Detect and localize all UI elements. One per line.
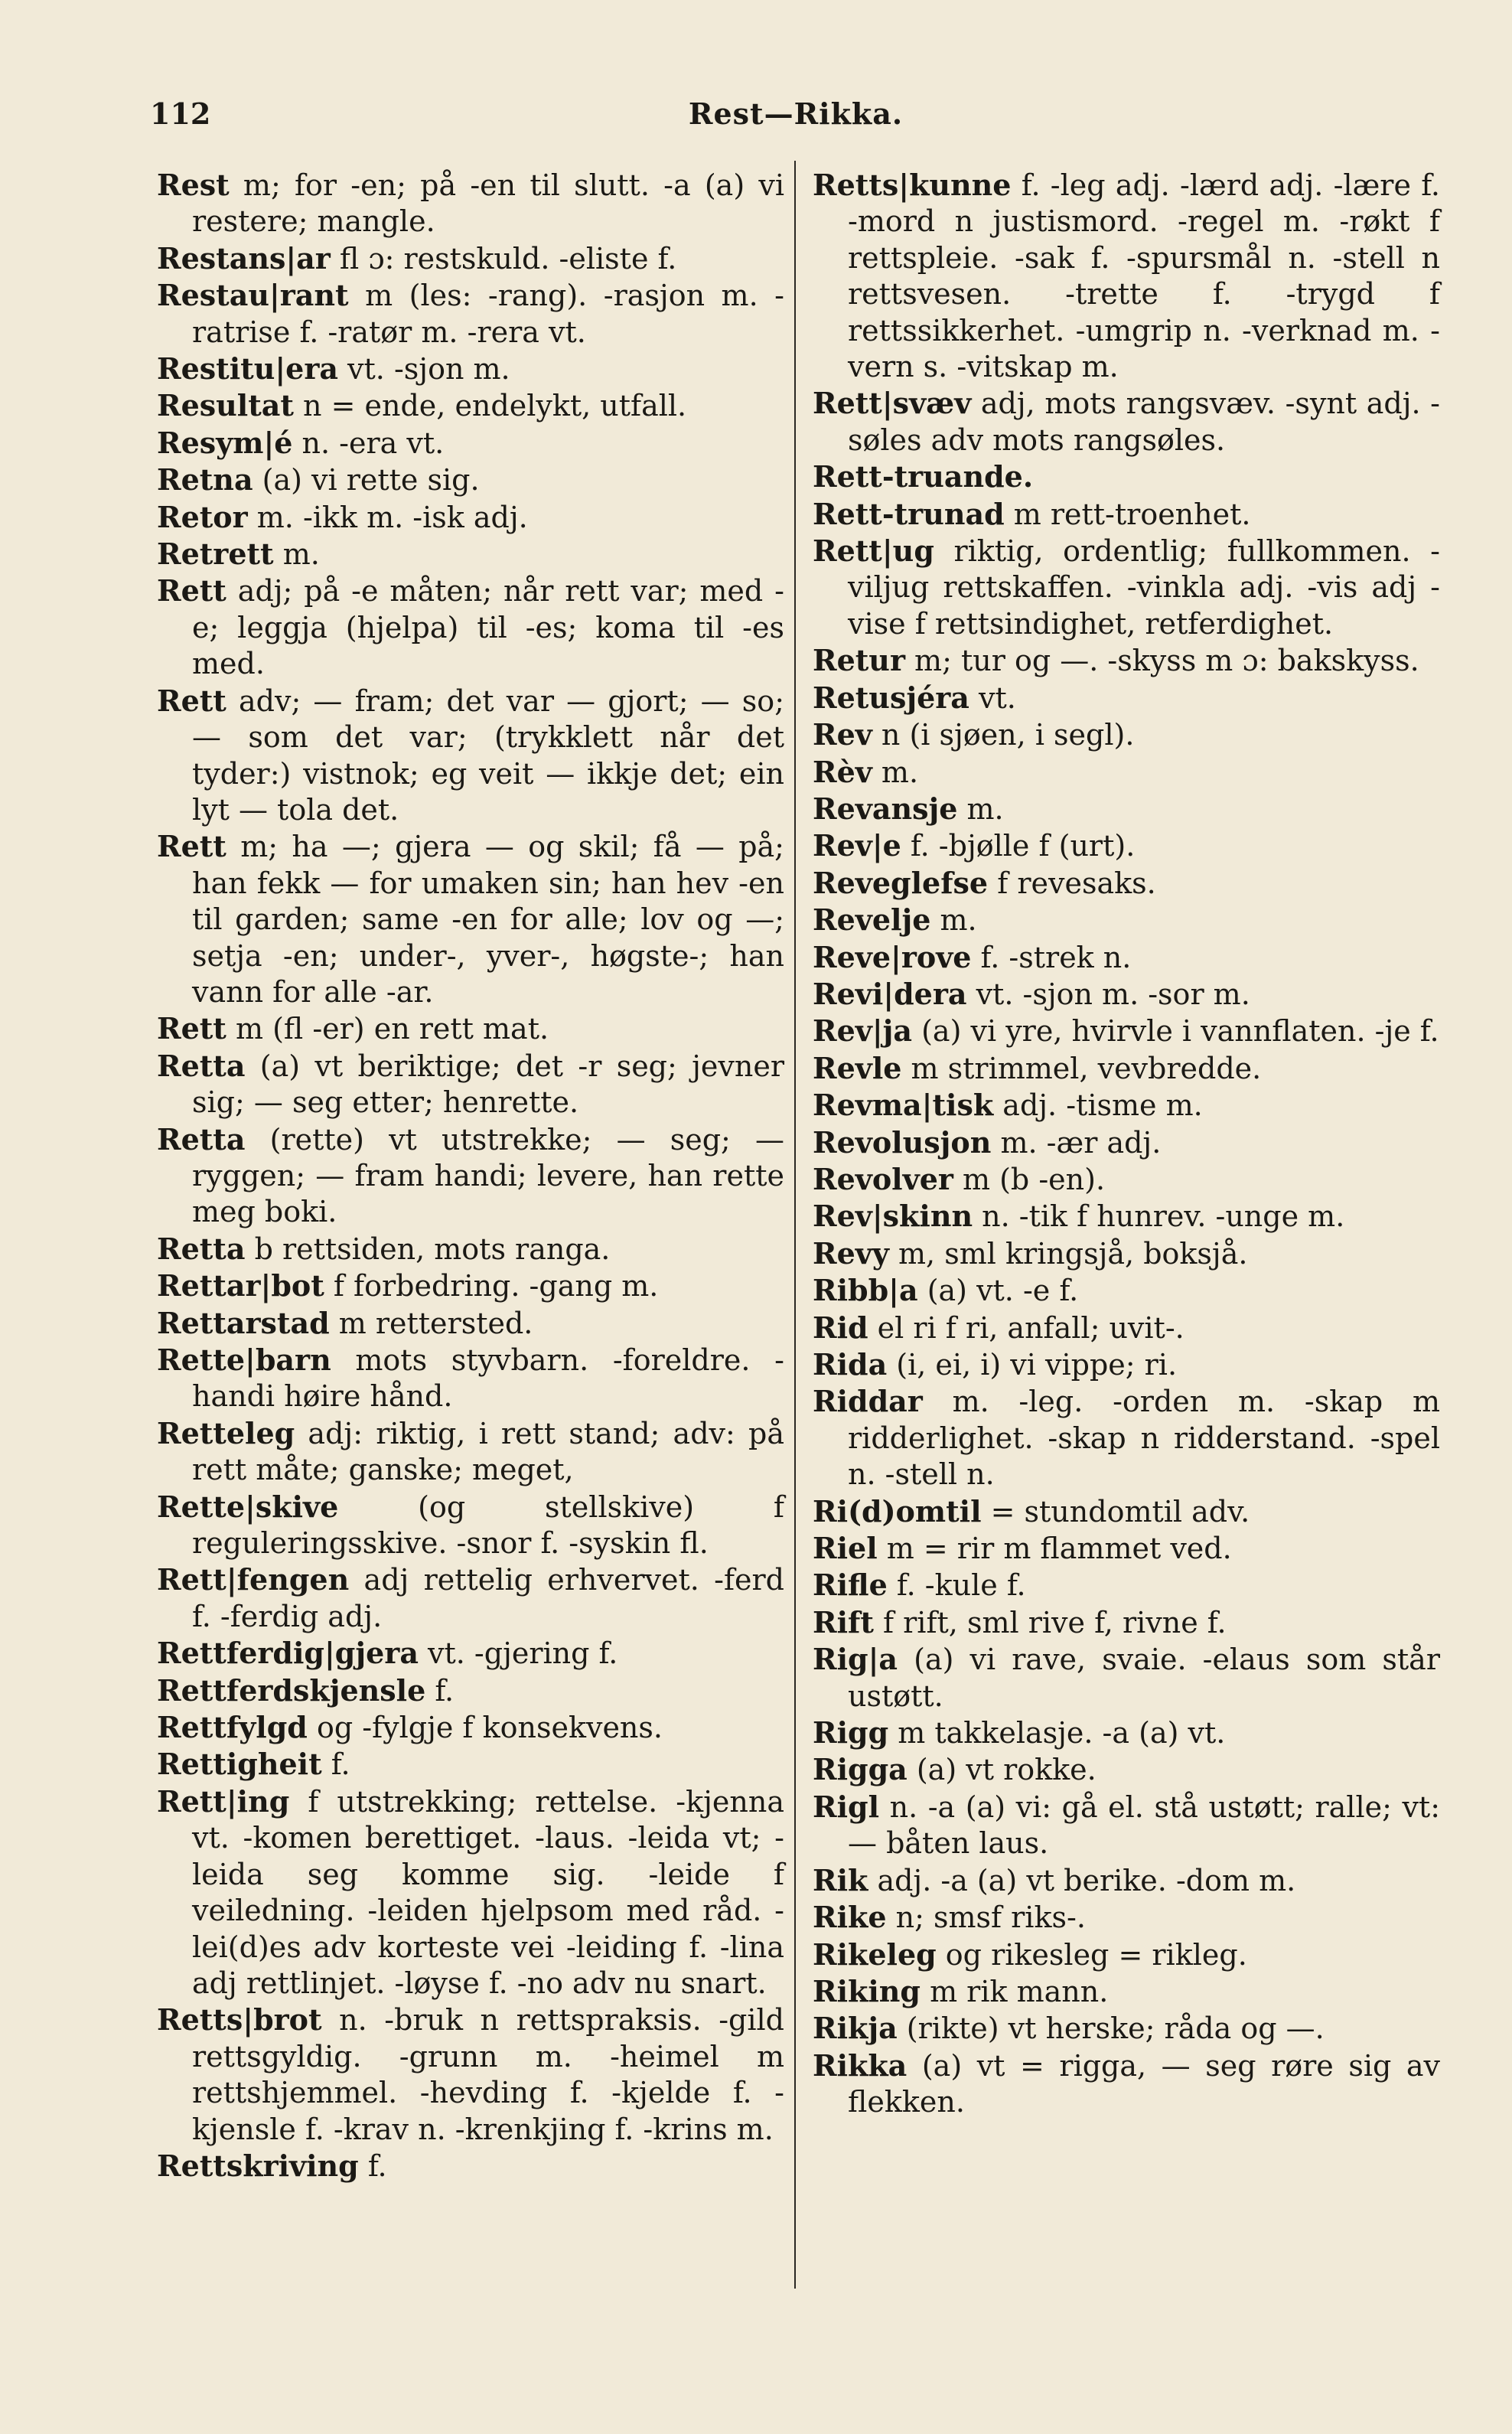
entry-definition: adj: riktig, i rett stand; adv: på rett måte; ganske; meget, [192, 1416, 784, 1487]
entry-definition: adj, mots rangsvæv. -synt adj. -søles adv mots rangsøles. [848, 387, 1440, 457]
entry-definition: m. [872, 755, 919, 789]
entry-headword: Revansje [813, 791, 958, 826]
dictionary-entry [157, 351, 784, 387]
dictionary-entry [813, 754, 1440, 791]
dictionary-entry [157, 1231, 784, 1268]
entry-definition: = stundomtil adv. [981, 1494, 1250, 1529]
entry-definition: b rettsiden, mots ranga. [245, 1232, 611, 1266]
dictionary-entry [157, 1489, 784, 1562]
entry-headword: Rid [813, 1310, 868, 1345]
entry-headword: Rettar|bot [157, 1268, 324, 1303]
entry-headword: Rev|ja [813, 1013, 913, 1049]
entry-headword: Rèv [813, 754, 872, 789]
entry-definition: (a) vt = rigga, — seg røre sig av flekken. [848, 2048, 1440, 2119]
entry-definition: f. [425, 1673, 455, 1708]
entry-definition: adj rettelig erhvervet. -ferd f. -ferdig adj. [192, 1563, 784, 1633]
dictionary-entry [157, 1268, 784, 1304]
dictionary-entry [813, 1087, 1440, 1124]
entry-headword: Retor [157, 499, 248, 534]
dictionary-entry [813, 865, 1440, 902]
entry-headword: Revolusjon [813, 1124, 992, 1160]
dictionary-entry [813, 1751, 1440, 1788]
page-header [145, 90, 1446, 136]
entry-headword: Revolver [813, 1161, 953, 1196]
entry-definition: mots styvbarn. -foreldre. -handi høire hånd. [192, 1343, 784, 1414]
dictionary-entry [813, 1936, 1440, 1973]
entry-headword: Resultat [157, 388, 294, 423]
dictionary-entry [157, 683, 784, 829]
entry-definition: m. -leg. -orden m. -skap m ridderlighet. -skap n ridderstand. -spel n. -stell n. [848, 1385, 1440, 1492]
entry-definition: f. -leg adj. -lærd adj. -lære f. -mord n justismord. -regel m. -røkt f rettspleie. -sak f. -spursmål n. -stell n rettsvesen. -trette f. -trygd f rettssikkerhet. -umgrip n. -verknad m. -vern s. -vitskap m. [848, 168, 1440, 384]
entry-headword: Retusjéra [813, 680, 969, 715]
entry-headword: Retta [157, 1121, 246, 1157]
entry-headword: Rikka [813, 2047, 908, 2083]
entry-headword: Rev [813, 717, 872, 752]
entry-headword: Rett-trunad [813, 496, 1005, 531]
dictionary-entry [157, 1561, 784, 1635]
dictionary-entry [813, 976, 1440, 1013]
entry-definition: (a) vt. -e f. [917, 1274, 1079, 1308]
entry-definition: m takkelasje. -a (a) vt. [888, 1716, 1226, 1750]
page-number: 112 [150, 96, 211, 131]
entry-headword: Riddar [813, 1384, 923, 1419]
entry-definition: m. -ær adj. [991, 1125, 1162, 1160]
dictionary-entry [813, 939, 1440, 976]
entry-definition: adv; — fram; det var — gjort; — so; — som det var; (trykklett når det tyder:) vistnok; eg veit — ikkje det; ein lyt — tola det. [192, 684, 784, 827]
entry-definition: m; for -en; på -en til slutt. -a (a) vi restere; mangle. [192, 168, 784, 239]
entry-definition: n (i sjøen, i segl). [872, 718, 1135, 752]
dictionary-entry [813, 385, 1440, 458]
entry-definition: f revesaks. [988, 866, 1156, 900]
dictionary-entry [157, 425, 784, 462]
entry-definition: m; tur og —. -skyss m ɔ: bakskyss. [904, 644, 1419, 678]
dictionary-entry [813, 533, 1440, 642]
entry-headword: Rettigheit [157, 1747, 322, 1782]
dictionary-entry [813, 791, 1440, 827]
entry-definition: n. -a (a) vi: gå el. stå ustøtt; ralle; vt: — båten laus. [848, 1790, 1440, 1861]
entry-headword: Rest [157, 168, 230, 202]
entry-headword: Rettferdskjensle [157, 1672, 426, 1708]
entry-headword: Retts|brot [157, 2002, 322, 2038]
entry-definition: m. [930, 903, 977, 938]
entry-headword: Rette|barn [157, 1343, 331, 1377]
dictionary-entry [157, 1121, 784, 1231]
entry-headword: Rett [157, 1011, 226, 1046]
dictionary-entry [157, 1305, 784, 1342]
dictionary-entry [813, 496, 1440, 533]
entry-definition: adj. -tisme m. [993, 1088, 1203, 1123]
entry-definition: f. -strek n. [971, 940, 1132, 974]
entry-definition: m strimmel, vevbredde. [901, 1051, 1262, 1085]
entry-headword: Rett|fengen [157, 1562, 350, 1597]
entry-definition: n; smsf riks-. [886, 1901, 1086, 1935]
entry-headword: Rette|skive [157, 1489, 339, 1524]
entry-headword: Rett [157, 683, 226, 718]
entry-headword: Rigga [813, 1752, 908, 1787]
entry-headword: Retteleg [157, 1415, 295, 1450]
entry-definition: n. -era vt. [292, 426, 445, 460]
entry-definition: m (fl -er) en rett mat. [226, 1012, 549, 1046]
entry-headword: Rike [813, 1900, 887, 1935]
entry-headword: Retta [157, 1231, 246, 1266]
entry-definition: f. -kule f. [887, 1568, 1026, 1603]
dictionary-entry [813, 680, 1440, 716]
dictionary-entry [157, 1746, 784, 1783]
entry-definition: m (les: -rang). -rasjon m. -ratrise f. -ratør m. -rera vt. [192, 279, 784, 349]
dictionary-entry [813, 1198, 1440, 1235]
entry-headword: Rikja [813, 2011, 898, 2046]
entry-headword: Ribb|a [813, 1273, 918, 1308]
entry-headword: Rev|skinn [813, 1199, 973, 1234]
entry-headword: Rett-truande. [813, 459, 1034, 494]
dictionary-entry [813, 1973, 1440, 2010]
entry-headword: Reve|rove [813, 939, 972, 974]
dictionary-entry [813, 1013, 1440, 1049]
entry-headword: Rifle [813, 1568, 888, 1603]
dictionary-entry [813, 1124, 1440, 1161]
dictionary-entry [157, 1048, 784, 1121]
entry-definition: n = ende, endelykt, utfall. [293, 389, 687, 423]
dictionary-entry [813, 1862, 1440, 1899]
entry-definition: (a) vi rette sig. [253, 463, 480, 498]
dictionary-entry [157, 1010, 784, 1047]
entry-headword: Rida [813, 1347, 888, 1382]
entry-definition: f utstrekking; rettelse. -kjenna vt. -komen berettiget. -laus. -leida vt; -leida seg komme sig. -leide f veiledning. -leiden hjelpsom med råd. -lei(d)es adv korteste vei -leiding f. -lina adj rettlinjet. -løyse f. -no adv nu snart. [192, 1784, 784, 2000]
entry-headword: Restau|rant [157, 278, 349, 313]
entry-headword: Retrett [157, 537, 274, 572]
entry-definition: m. [273, 537, 320, 572]
entry-definition: m rett-troenhet. [1004, 497, 1251, 531]
entry-headword: Restans|ar [157, 240, 331, 276]
entry-headword: Rett|ug [813, 533, 934, 569]
entry-definition: adj; på -e måten; når rett var; med -e; leggja (hjelpa) til -es; koma til -es med. [192, 574, 784, 681]
entry-definition: vt. -sjon m. [337, 352, 510, 387]
dictionary-entry [813, 1604, 1440, 1641]
entry-definition: m (b -en). [953, 1162, 1106, 1196]
entry-headword: Rett [157, 573, 226, 608]
entry-headword: Rikeleg [813, 1936, 937, 1972]
entry-headword: Revma|tisk [813, 1088, 994, 1123]
dictionary-entry [157, 1783, 784, 2002]
entry-headword: Resym|é [157, 425, 293, 460]
dictionary-entry [157, 536, 784, 573]
entry-headword: Rettskriving [157, 2148, 359, 2183]
entry-headword: Restitu|era [157, 351, 338, 387]
dictionary-entry [813, 1346, 1440, 1383]
dictionary-entry [157, 462, 784, 498]
entry-headword: Rigg [813, 1715, 889, 1750]
dictionary-entry [813, 1272, 1440, 1309]
entry-headword: Revi|dera [813, 976, 967, 1011]
entry-definition: (og stellskive) f reguleringsskive. -snor f. -syskin fl. [192, 1489, 784, 1561]
running-head: Rest—Rikka. [688, 96, 904, 131]
entry-definition: (rikte) vt herske; råda og —. [897, 2011, 1325, 2046]
dictionary-entry [813, 1493, 1440, 1530]
entry-definition: vt. -sjon m. -sor m. [966, 977, 1250, 1011]
entry-definition: f. [321, 1747, 350, 1782]
right-column [813, 167, 1440, 2121]
entry-headword: Rettferdig|gjera [157, 1636, 419, 1671]
entry-headword: Retta [157, 1048, 246, 1083]
entry-headword: Rett|svæv [813, 386, 972, 421]
entry-definition: m, sml kringsjå, boksjå. [888, 1236, 1248, 1271]
entry-definition: m = rir m flammet ved. [877, 1532, 1232, 1566]
entry-definition: vt. -gjering f. [418, 1636, 618, 1671]
entry-definition: (a) vi yre, hvirvle i vannflaten. -je f. [912, 1014, 1439, 1049]
entry-headword: Rik [813, 1862, 868, 1897]
dictionary-entry [157, 573, 784, 682]
entry-definition: fl ɔ: restskuld. -eliste f. [330, 241, 677, 276]
dictionary-entry [157, 1635, 784, 1672]
dictionary-entry [157, 2002, 784, 2148]
dictionary-entry [813, 902, 1440, 938]
entry-headword: Retur [813, 643, 905, 678]
entry-headword: Rettfylgd [157, 1710, 308, 1745]
entry-definition: (a) vt beriktige; det -r seg; jevner sig; — seg etter; henrette. [192, 1049, 784, 1120]
dictionary-entry [813, 1899, 1440, 1936]
dictionary-entry [813, 1530, 1440, 1567]
entry-headword: Rettarstad [157, 1305, 330, 1340]
entry-headword: Retts|kunne [813, 168, 1012, 202]
dictionary-entry [157, 1415, 784, 1489]
entry-headword: Rett [157, 829, 226, 864]
dictionary-entry [813, 2010, 1440, 2047]
entry-definition: m rettersted. [329, 1306, 533, 1340]
dictionary-entry [157, 277, 784, 351]
entry-headword: Rigl [813, 1789, 880, 1824]
dictionary-entry [813, 1567, 1440, 1604]
entry-headword: Retna [157, 462, 253, 498]
entry-headword: Rift [813, 1604, 874, 1640]
entry-definition: m rik mann. [920, 1974, 1109, 2008]
entry-definition: n. -tik f hunrev. -unge m. [973, 1199, 1345, 1234]
entry-headword: Revelje [813, 902, 931, 938]
dictionary-entry [813, 458, 1440, 495]
entry-definition: f rift, sml rive f, rivne f. [873, 1605, 1227, 1640]
entry-definition: og rikesleg = rikleg. [936, 1937, 1247, 1972]
entry-definition: n. -bruk n rettspraksis. -gild rettsgyldig. -grunn m. -heimel m rettshjemmel. -hevding f. -kjelde f. -kjensle f. -krav n. -krenkjing f. -krins m. [192, 2003, 784, 2146]
entry-headword: Riel [813, 1531, 878, 1566]
dictionary-entry [157, 240, 784, 277]
dictionary-entry [813, 1235, 1440, 1272]
entry-definition: adj. -a (a) vt berike. -dom m. [868, 1863, 1296, 1897]
entry-definition: vt. [969, 680, 1016, 715]
dictionary-entry [157, 2148, 784, 2184]
dictionary-entry [813, 642, 1440, 679]
entry-headword: Ri(d)omtil [813, 1493, 982, 1529]
entry-definition: (a) vt rokke. [907, 1753, 1097, 1787]
entry-definition: (i, ei, i) vi vippe; ri. [887, 1348, 1178, 1382]
entry-headword: Revy [813, 1235, 889, 1271]
dictionary-entry [813, 716, 1440, 753]
dictionary-entry [157, 167, 784, 240]
dictionary-entry [157, 828, 784, 1010]
entry-definition: m. [957, 791, 1004, 826]
entry-headword: Rig|a [813, 1642, 898, 1677]
dictionary-entry [157, 1342, 784, 1415]
entry-definition: (a) vi rave, svaie. -elaus som står ustøtt. [848, 1643, 1440, 1713]
dictionary-entry [813, 167, 1440, 385]
entry-definition: f forbedring. -gang m. [324, 1269, 659, 1303]
dictionary-entry [813, 1715, 1440, 1751]
dictionary-entry [157, 499, 784, 536]
dictionary-entry [157, 1672, 784, 1709]
dictionary-entry [813, 2047, 1440, 2121]
left-column [157, 167, 784, 2184]
entry-definition: el ri f ri, anfall; uvit-. [868, 1310, 1185, 1345]
entry-headword: Riking [813, 1973, 921, 2008]
column-divider [794, 161, 796, 2289]
dictionary-entry [813, 827, 1440, 864]
dictionary-entry [157, 387, 784, 424]
dictionary-entry [813, 1310, 1440, 1346]
entry-headword: Revle [813, 1050, 902, 1085]
dictionary-entry [813, 1161, 1440, 1198]
entry-headword: Rett|ing [157, 1783, 290, 1819]
entry-definition: m. -ikk m. -isk adj. [247, 500, 528, 534]
dictionary-entry [813, 1050, 1440, 1087]
dictionary-entry [813, 1789, 1440, 1862]
entry-definition: m; ha —; gjera — og skil; få — på; han fekk — for umaken sin; han hev -en til garden; same -en for alle; lov og —; setja -en; under-, yver-, høgste-; han vann for alle -ar. [192, 830, 784, 1009]
entry-definition: f. -bjølle f (urt). [901, 829, 1136, 863]
dictionary-entry [813, 1383, 1440, 1493]
entry-definition: f. [358, 2149, 387, 2183]
entry-definition: riktig, ordentlig; fullkommen. -viljug rettskaffen. -vinkla adj. -vis adj -vise f rettsindighet, retferdighet. [848, 534, 1440, 641]
dictionary-entry [157, 1709, 784, 1746]
entry-headword: Reveglefse [813, 865, 989, 900]
entry-definition: og -fylgje f konsekvens. [307, 1711, 663, 1745]
dictionary-entry [813, 1641, 1440, 1715]
entry-definition: (rette) vt utstrekke; — seg; — ryggen; — fram handi; levere, han rette meg boki. [192, 1122, 784, 1229]
entry-headword: Rev|e [813, 828, 901, 863]
